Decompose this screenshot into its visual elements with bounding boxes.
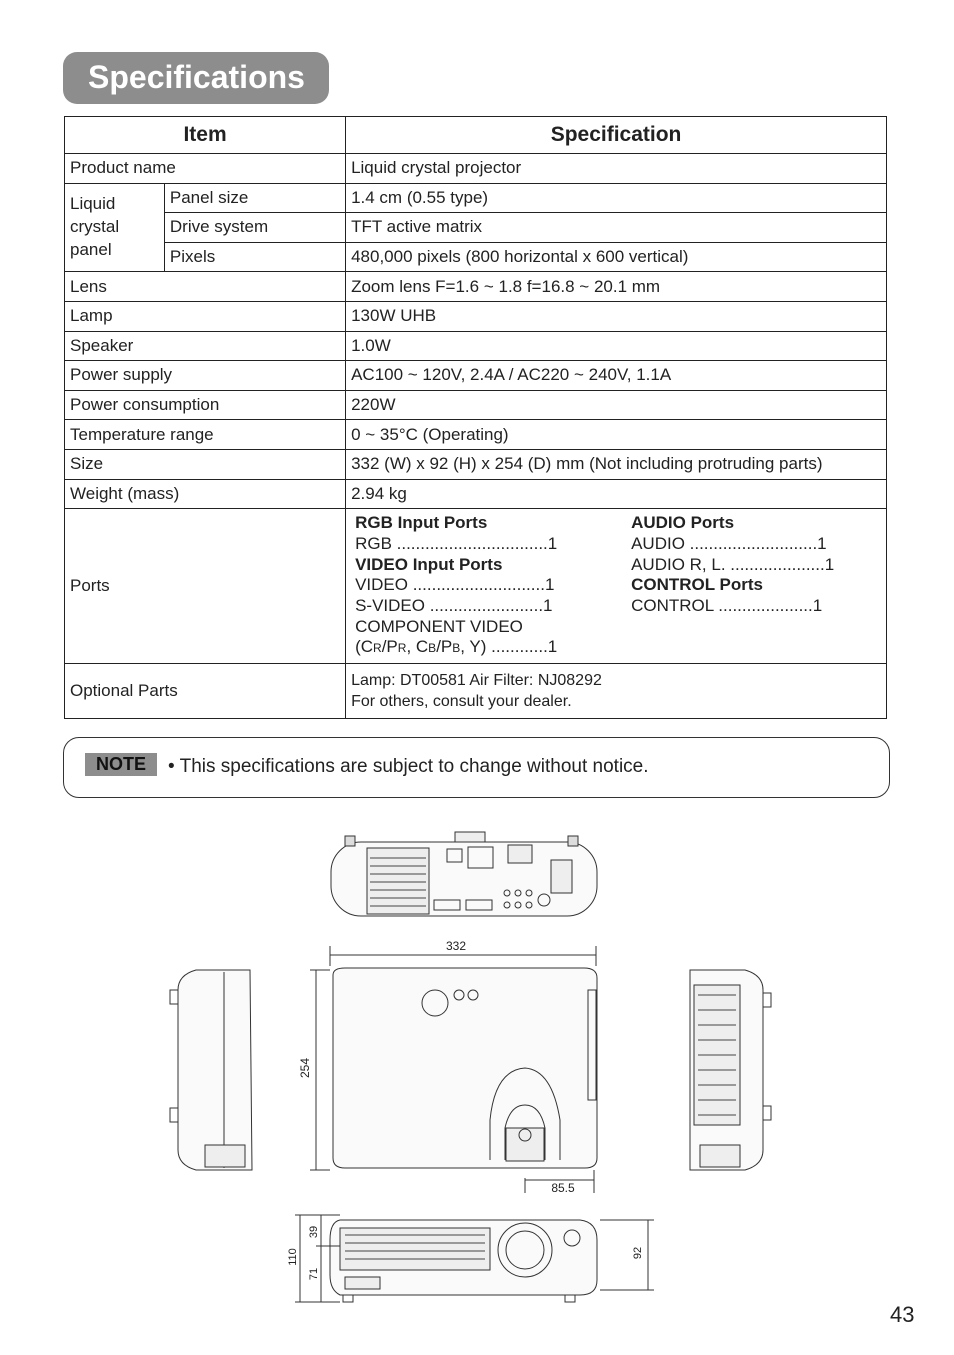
row-label: Optional Parts [65, 664, 346, 719]
row-label: Lens [65, 272, 346, 302]
dimension-label-depth: 254 [298, 1057, 312, 1079]
row-value: AC100 ~ 120V, 2.4A / AC220 ~ 240V, 1.1A [346, 361, 887, 391]
row-value: 220W [346, 390, 887, 420]
row-label: Drive system [164, 213, 345, 243]
row-label: Size [65, 449, 346, 479]
row-label: Power supply [65, 361, 346, 391]
video-port-entry: VIDEO ............................1 [355, 575, 555, 595]
page-title: Specifications [88, 59, 305, 95]
dimension-label-bottom: 71 [308, 1267, 320, 1281]
control-ports-heading: CONTROL Ports [631, 575, 763, 595]
dimension-label-lens-offset: 85.5 [551, 1181, 575, 1195]
row-value: 1.0W [346, 331, 887, 361]
row-label: Weight (mass) [65, 479, 346, 509]
audio-port-entry: AUDIO ...........................1 [631, 533, 827, 553]
dimension-label-total-height: 110 [287, 1248, 299, 1266]
row-label: Speaker [65, 331, 346, 361]
dimension-label-width: 332 [445, 939, 467, 953]
header-item: Item [65, 117, 346, 154]
rgb-port-entry: RGB ................................1 [355, 533, 558, 553]
group-label-lcp: Liquid crystal panel [65, 183, 165, 272]
row-label: Pixels [164, 242, 345, 272]
row-value: 130W UHB [346, 301, 887, 331]
row-label: Panel size [164, 183, 345, 213]
top-view-drawing [333, 968, 597, 1168]
row-value: 0 ~ 35°C (Operating) [346, 420, 887, 450]
row-value: Zoom lens F=1.6 ~ 1.8 f=16.8 ~ 20.1 mm [346, 272, 887, 302]
row-label: Temperature range [65, 420, 346, 450]
row-label: Ports [65, 509, 346, 664]
audio-ports-heading: AUDIO Ports [631, 513, 735, 533]
header-specification: Specification [346, 117, 887, 154]
row-label: Lamp [65, 301, 346, 331]
svideo-port-entry: S-VIDEO ........................1 [355, 595, 553, 615]
dimension-label-top: 39 [308, 1225, 320, 1239]
rear-view-drawing [331, 832, 597, 916]
row-value: 480,000 pixels (800 horizontal x 600 vertical) [346, 242, 887, 272]
right-side-view-drawing [690, 970, 771, 1170]
row-label: Power consumption [65, 390, 346, 420]
rgb-ports-heading: RGB Input Ports [355, 513, 488, 533]
front-view-drawing [330, 1220, 597, 1302]
row-value: 1.4 cm (0.55 type) [346, 183, 887, 213]
optional-parts-line: For others, consult your dealer. [351, 693, 572, 711]
row-value: TFT active matrix [346, 213, 887, 243]
row-value: Liquid crystal projector [346, 154, 887, 184]
dimension-label-body-height: 92 [632, 1246, 644, 1260]
component-port-signals: (CR/PR, CB/PB, Y) ............1 [355, 637, 558, 657]
optional-parts-line: Lamp: DT00581 Air Filter: NJ08292 [351, 672, 602, 690]
row-value: 332 (W) x 92 (H) x 254 (D) mm (Not including protruding parts) [346, 449, 887, 479]
left-side-view-drawing [170, 970, 252, 1170]
row-label: Product name [65, 154, 346, 184]
video-ports-heading: VIDEO Input Ports [355, 554, 503, 574]
row-value: 2.94 kg [346, 479, 887, 509]
note-label: NOTE [85, 753, 157, 776]
component-port-entry: COMPONENT VIDEO [355, 616, 523, 636]
note-text: • This specifications are subject to change without notice. [168, 756, 649, 777]
control-port-entry: CONTROL ....................1 [631, 595, 823, 615]
page-number: 43 [890, 1302, 915, 1327]
audio-rl-port-entry: AUDIO R, L. ....................1 [631, 554, 835, 574]
